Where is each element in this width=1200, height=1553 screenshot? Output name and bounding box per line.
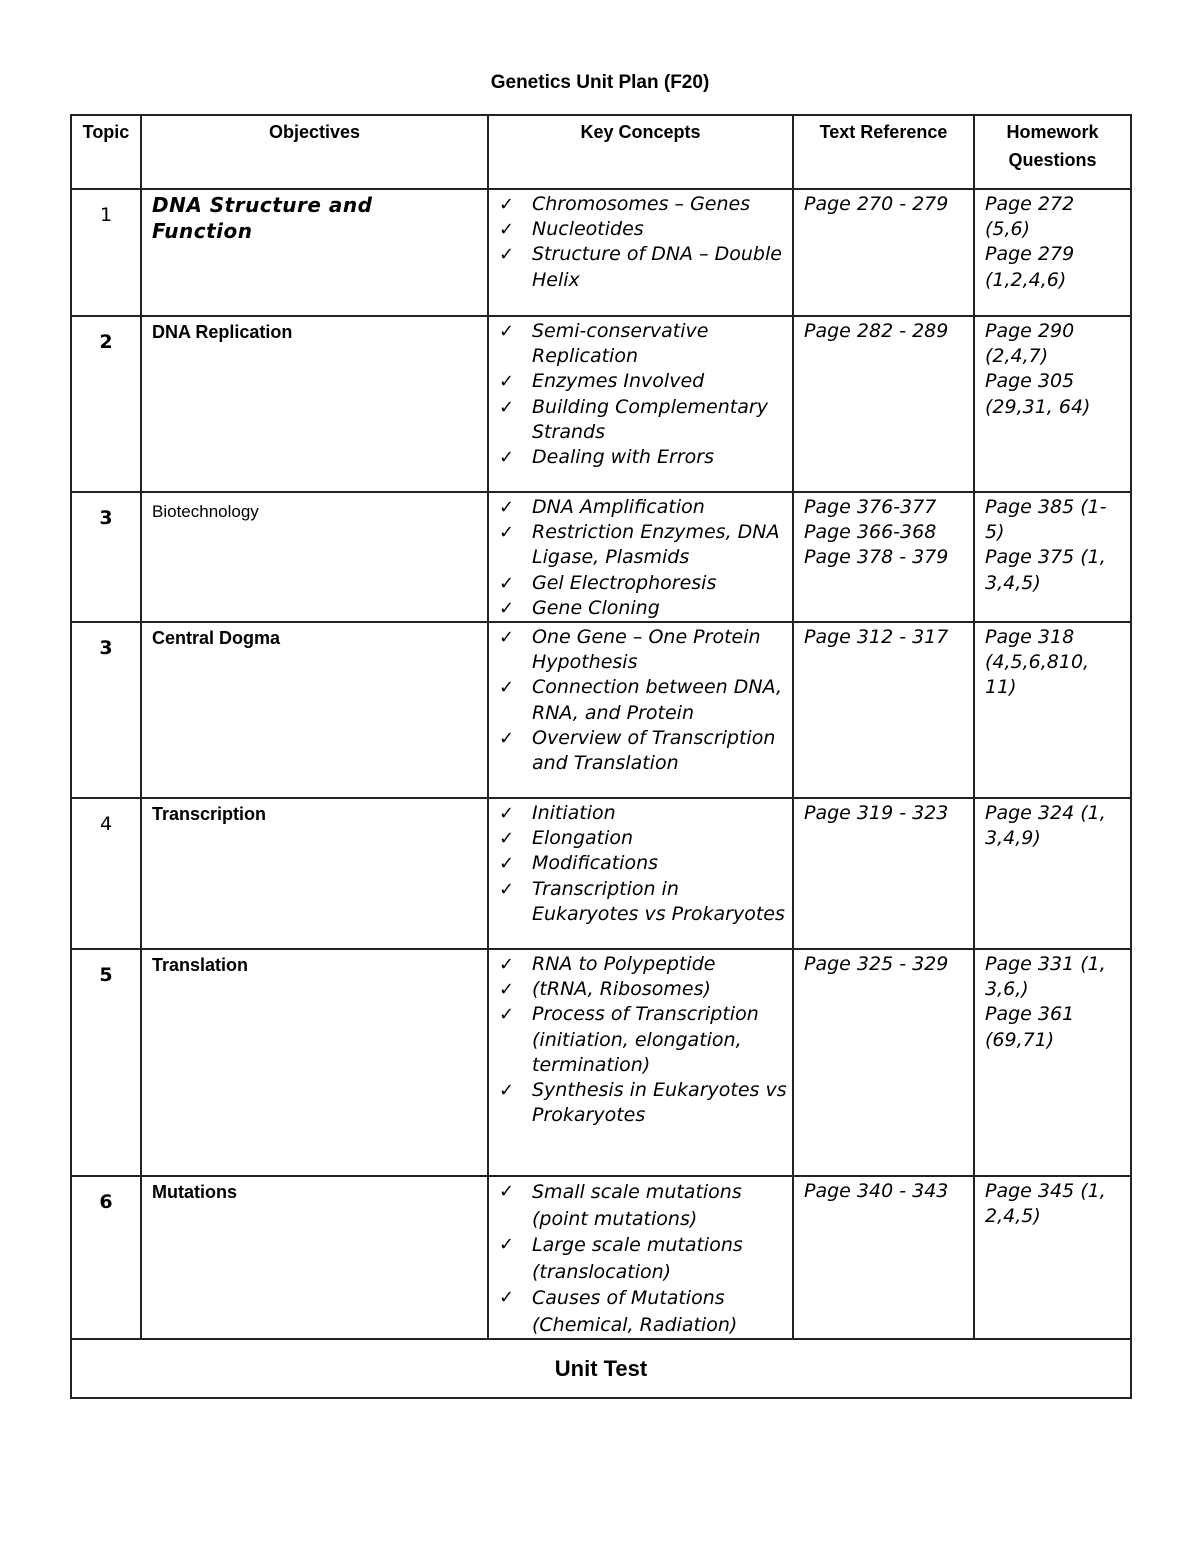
homework-question: Page 272 (5,6) [985,193,1075,241]
page-reference: Page 270 - 279 [804,193,949,215]
homework-cell [974,622,1131,798]
checkmark-icon: ✓ [499,677,515,699]
concept-item [499,395,788,445]
concept-text: Restriction Enzymes, DNA Ligase, Plasmids [532,521,780,569]
header-text-reference: Text Reference [793,115,974,189]
header-objectives: Objectives [141,115,488,189]
concept-item [499,571,788,596]
checkmark-icon: ✓ [499,371,515,393]
page-reference: Page 282 - 289 [804,320,949,342]
table-row [71,189,1131,316]
header-homework-questions: Homework Questions [974,115,1131,189]
concept-text: Gene Cloning [532,596,660,619]
unit-test-row: Unit Test [71,1339,1131,1398]
text-reference-cell [793,622,974,798]
topic-number: 4 [71,798,141,949]
concept-text: Initiation [532,802,616,825]
homework-cell [974,492,1131,622]
topic-number: 2 [71,316,141,492]
text-reference-cell [793,492,974,622]
checkmark-icon: ✓ [499,828,515,850]
checkmark-icon: ✓ [499,878,515,900]
objective-cell: DNA Replication [141,316,488,492]
page-reference: Page 325 - 329 [804,953,949,976]
table-row [71,798,1131,949]
concept-text: Transcription in Eukaryotes vs Prokaryotes [532,877,785,925]
homework-question: Page 279 (1,2,4,6) [985,243,1075,291]
concept-text: DNA Amplification [532,496,705,518]
concept-text: Building Complementary Strands [532,395,768,443]
concept-item [499,1232,788,1285]
concept-item [499,851,788,876]
concept-item [499,192,788,217]
concept-item [499,445,788,470]
page-reference: Page 312 - 317 [804,626,949,649]
header-key-concepts: Key Concepts [488,115,793,189]
key-concepts-cell [488,189,793,316]
checkmark-icon: ✓ [499,194,515,215]
homework-cell [974,798,1131,949]
concept-item [499,625,788,675]
concept-text: Connection between DNA, RNA, and Protein [532,676,782,724]
checkmark-icon: ✓ [499,1080,515,1102]
concept-list [499,319,788,470]
table-row [71,492,1131,622]
topic-number: 3 [71,622,141,798]
document-title: Genetics Unit Plan (F20) [490,72,710,93]
homework-cell [974,949,1131,1176]
concept-text: Enzymes Involved [532,370,705,393]
checkmark-icon: ✓ [499,1287,515,1309]
concept-list [499,801,788,927]
key-concepts-cell [488,1176,793,1339]
topic-number: 1 [71,189,141,316]
concept-list [499,495,788,621]
concept-item [499,675,788,725]
homework-question: Page 305 (29,31, 64) [985,370,1091,418]
concept-text: Chromosomes – Genes [532,193,751,215]
concept-item [499,1078,788,1128]
checkmark-icon: ✓ [499,447,515,469]
concept-item [499,495,788,520]
concept-item [499,826,788,851]
objective-cell: Biotechnology [141,492,488,622]
concept-text: Large scale mutations (translocation) [532,1234,743,1283]
unit-plan-table [70,114,1132,1399]
table-row [71,316,1131,492]
text-reference-cell [793,316,974,492]
key-concepts-cell [488,316,793,492]
concept-item [499,242,788,292]
concept-item [499,520,788,570]
concept-item [499,1285,788,1338]
concept-item [499,877,788,927]
topic-number: 3 [71,492,141,622]
homework-question: Page 375 (1, 3,4,5) [985,546,1106,594]
concept-text: RNA to Polypeptide [532,953,716,976]
concept-text: Modifications [532,852,659,875]
key-concepts-cell [488,622,793,798]
concept-text: Small scale mutations (point mutations) [532,1181,742,1230]
concept-text: One Gene – One Protein Hypothesis [532,626,761,674]
table-row [71,622,1131,798]
concept-item [499,319,788,369]
checkmark-icon: ✓ [499,803,515,825]
concept-item [499,596,788,621]
checkmark-icon: ✓ [499,396,515,418]
page-reference: Page 340 - 343 [804,1180,949,1203]
checkmark-icon: ✓ [499,219,515,241]
checkmark-icon: ✓ [499,954,515,976]
homework-question: Page 318 (4,5,6,810, 11) [985,626,1090,699]
homework-question: Page 290 (2,4,7) [985,320,1075,368]
homework-cell [974,316,1131,492]
checkmark-icon: ✓ [499,497,515,518]
concept-list [499,625,788,776]
table-row [71,1176,1131,1339]
checkmark-icon: ✓ [499,979,515,1001]
concept-item [499,977,788,1002]
topic-number: 5 [71,949,141,1176]
concept-text: Dealing with Errors [532,446,714,469]
concept-item [499,952,788,977]
concept-list [499,952,788,1128]
checkmark-icon: ✓ [499,572,515,594]
concept-text: Structure of DNA – Double Helix [532,243,782,291]
homework-question: Page 345 (1, 2,4,5) [985,1180,1106,1228]
concept-list [499,1179,788,1338]
key-concepts-cell [488,492,793,622]
table-row [71,949,1131,1176]
homework-question: Page 324 (1, 3,4,9) [985,802,1106,850]
concept-text: (tRNA, Ribosomes) [532,978,711,1001]
homework-cell [974,189,1131,316]
concept-item [499,801,788,826]
page-reference: Page 319 - 323 [804,802,949,825]
text-reference-cell [793,949,974,1176]
topic-number: 6 [71,1176,141,1339]
checkmark-icon: ✓ [499,1234,515,1256]
checkmark-icon: ✓ [499,597,515,619]
concept-item [499,1179,788,1232]
homework-question: Page 385 (1-5) [985,496,1107,544]
concept-text: Process of Transcription (initiation, elongation, termination) [532,1003,759,1076]
concept-text: Overview of Transcription and Translation [532,726,776,775]
objective-cell: Central Dogma [141,622,488,798]
checkmark-icon: ✓ [499,853,515,875]
concept-text: Semi-conservative Replication [532,320,709,368]
key-concepts-cell [488,949,793,1176]
checkmark-icon: ✓ [499,522,515,544]
concept-item [499,1002,788,1078]
objective-cell: DNA Structure and Function [141,189,488,316]
text-reference-cell [793,189,974,316]
concept-text: Nucleotides [532,218,644,241]
checkmark-icon: ✓ [499,321,515,342]
concept-item [499,369,788,394]
page-reference: Page 378 - 379 [804,546,949,569]
homework-question: Page 331 (1, 3,6,) [985,953,1106,1001]
checkmark-icon: ✓ [499,627,515,649]
text-reference-cell [793,798,974,949]
concept-item [499,726,788,776]
concept-text: Gel Electrophoresis [532,571,717,594]
concept-item [499,217,788,242]
objective-cell: Transcription [141,798,488,949]
key-concepts-cell [488,798,793,949]
page-reference: Page 366-368 [804,521,937,544]
checkmark-icon: ✓ [499,1004,515,1026]
concept-text: Elongation [532,827,634,850]
concept-list [499,192,788,293]
checkmark-icon: ✓ [499,244,515,266]
homework-question: Page 361 (69,71) [985,1003,1075,1051]
page-reference: Page 376-377 [804,496,937,518]
checkmark-icon: ✓ [499,1181,515,1203]
objective-cell: Translation [141,949,488,1176]
homework-cell [974,1176,1131,1339]
objective-cell: Mutations [141,1176,488,1339]
concept-text: Causes of Mutations (Chemical, Radiation) [532,1287,738,1336]
checkmark-icon: ✓ [499,727,515,749]
text-reference-cell [793,1176,974,1339]
concept-text: Synthesis in Eukaryotes vs Prokaryotes [532,1079,787,1127]
header-topic: Topic [71,115,141,189]
